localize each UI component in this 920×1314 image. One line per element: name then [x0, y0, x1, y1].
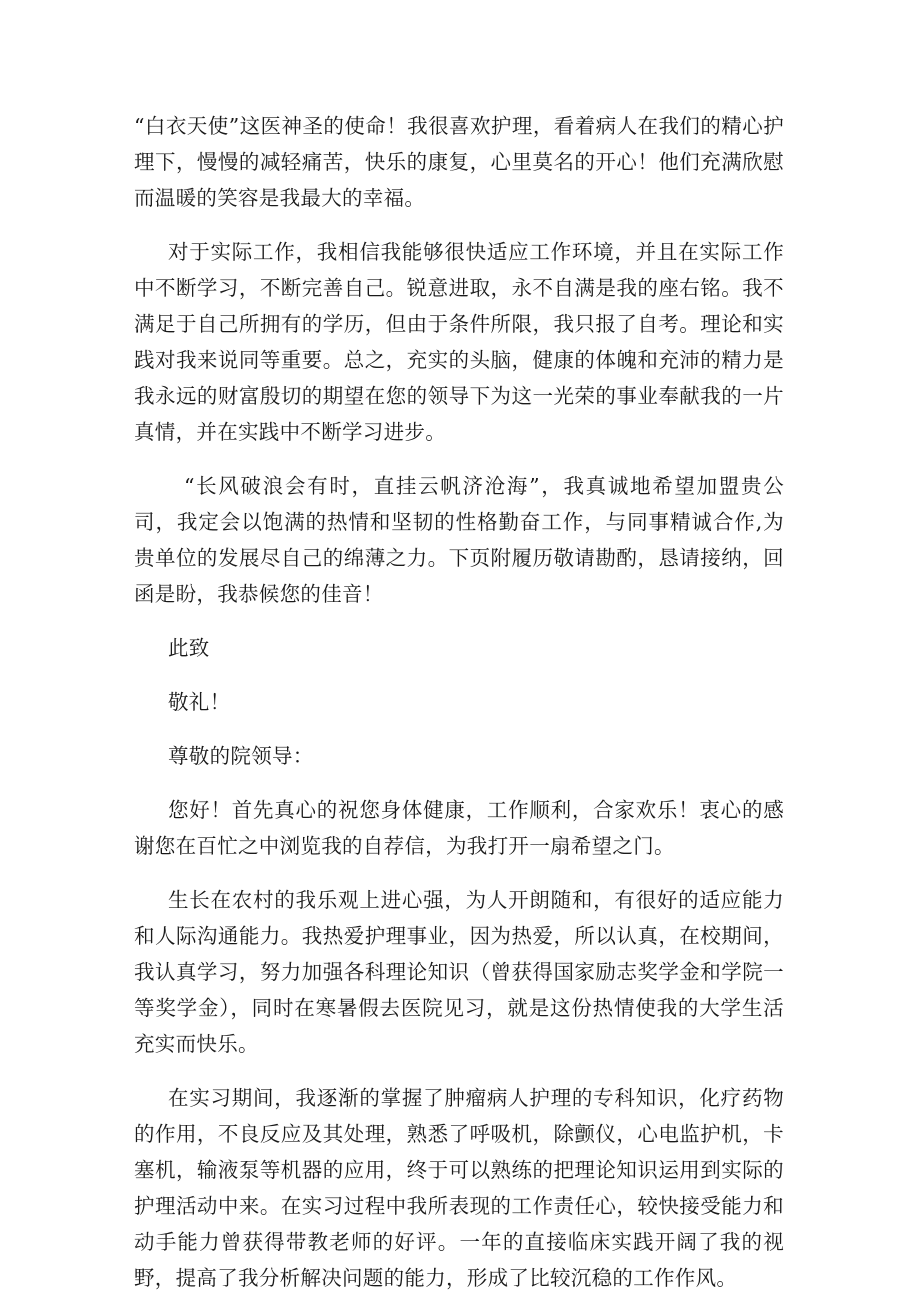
paragraph-work-attitude: 对于实际工作，我相信我能够很快适应工作环境，并且在实际工作中不断学习，不断完善自己。锐意进取，永不自满是我的座右铭。我不满足于自己所拥有的学历，但由于条件所限，我只报了自考。理论和实践对我来说同等重要。总之，充实的头脑，健康的体魄和充沛的精力是我永远的财富殷切的期望在您的领导下为这一光荣的事业奉献我的一片真情，并在实践中不断学习进步。	[134, 240, 784, 444]
paragraph-internship: 在实习期间，我逐渐的掌握了肿瘤病人护理的专科知识，化疗药物的作用，不良反应及其处理，熟悉了呼吸机，除颤仪，心电监护机，卡塞机，输液泵等机器的应用，终于可以熟练的把理论知识运用到实际的护理活动中来。在实习过程中我所表现的工作责任心，较快接受能力和动手能力曾获得带教老师的好评。一年的直接临床实践开阔了我的视野，提高了我分析解决问题的能力，形成了比较沉稳的工作作风。	[134, 1086, 784, 1290]
paragraph-join-request: “长风破浪会有时，直挂云帆济沧海”，我真诚地希望加盟贵公司，我定会以饱满的热情和坚韧的性格勤奋工作，与同事精诚合作,为贵单位的发展尽自己的绵薄之力。下页附履历敬请勘酌，恳请接纳，回函是盼，我恭候您的佳音！	[134, 474, 784, 606]
closing-regards: 敬礼！	[168, 690, 231, 714]
closing-salutation: 此致	[168, 636, 210, 660]
paragraph-background: 生长在农村的我乐观上进心强，为人开朗随和，有很好的适应能力和人际沟通能力。我热爱护理事业，因为热爱，所以认真，在校期间，我认真学习，努力加强各科理论知识（曾获得国家励志奖学金和学院一等奖学金），同时在寒暑假去医院见习，就是这份热情使我的大学生活充实而快乐。	[134, 888, 784, 1056]
letter-body	[134, 108, 784, 1314]
letter-greeting: 尊敬的院领导：	[168, 744, 314, 768]
paragraph-mission: “白衣天使”这医神圣的使命！我很喜欢护理，看着病人在我们的精心护理下，慢慢的减轻痛苦，快乐的康复，心里莫名的开心！他们充满欣慰而温暖的笑容是我最大的幸福。	[134, 114, 784, 210]
paragraph-opening: 您好！首先真心的祝您身体健康，工作顺利，合家欢乐！衷心的感谢您在百忙之中浏览我的自荐信，为我打开一扇希望之门。	[134, 798, 784, 858]
